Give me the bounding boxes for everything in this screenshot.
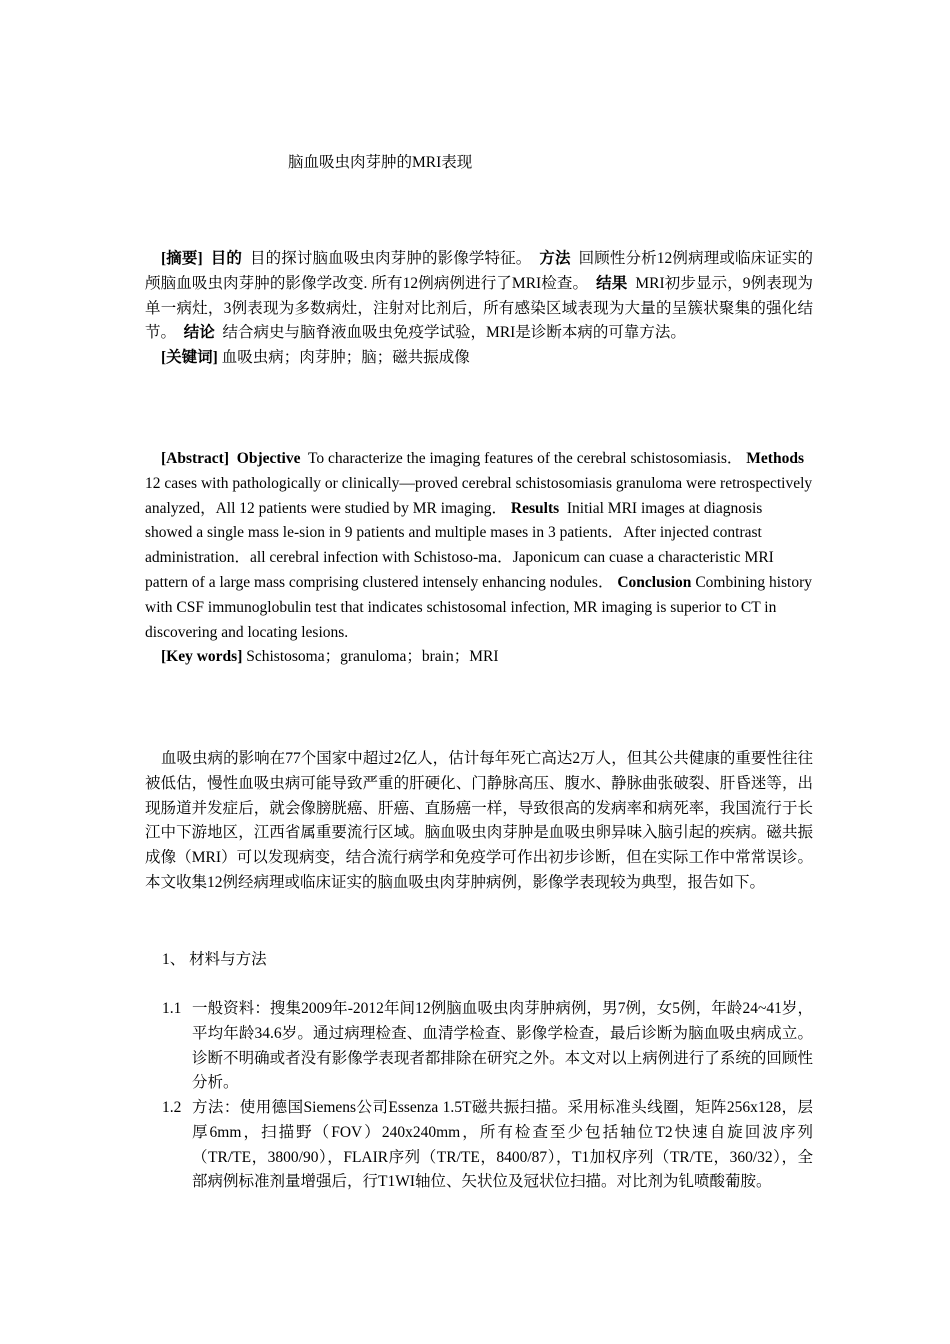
en-objective-text: To characterize the imaging features of the cerebral schistosomiasis． xyxy=(307,450,743,467)
en-objective-label: Objective xyxy=(236,450,301,467)
en-abstract-label: [Abstract] xyxy=(161,450,230,467)
cn-conclusion-text: 结合病史与脑脊液血吸虫免疫学试验，MRI是诊断本病的可靠方法。 xyxy=(222,324,686,342)
cn-methods-text: 回顾性分析12例病理或临床证实的颅脑血吸虫肉芽肿的影像学改变. 所有12例病例进行了MRI检查。 xyxy=(145,250,813,292)
page-title: 脑血吸虫肉芽肿的MRI表现 xyxy=(288,154,473,171)
cn-conclusion-label: 结论 xyxy=(183,324,215,342)
list-item xyxy=(162,1096,813,1195)
cn-keywords-text: 血吸虫病；肉芽肿；脑；磁共振成像 xyxy=(221,349,470,367)
english-abstract xyxy=(145,447,813,670)
cn-results-text: MRI初步显示，9例表现为单一病灶，3例表现为多数病灶，注射对比剂后，所有感染区域表现为大量的呈簇状聚集的强化结节。 xyxy=(145,274,814,342)
en-results-text: Initial MRI images at diagnosis showed a single mass le-sion in 9 patients and multiple mases in 3 patients．After injected contrast administration．all cerebral infection with Schistoso-ma．Japonicum can cuase a characteristic MRI pattern of a large mass comprising clustered intensely enhancing nodules． xyxy=(145,499,774,591)
cn-keywords xyxy=(145,346,813,371)
item-number: 1.2 xyxy=(162,1099,182,1116)
en-keywords-text: Schistosoma；granuloma；brain；MRI xyxy=(246,648,499,666)
cn-methods-label: 方法 xyxy=(539,250,571,267)
en-methods-text: 12 cases with pathologically or clinically—proved cerebral schistosomiasis granuloma were retrospectively analyzed，All 12 patients were studied by MR imaging． xyxy=(145,474,813,517)
intro-paragraph: 血吸虫病的影响在77个国家中超过2亿人，估计每年死亡高达2万人，但其公共健康的重要性往往被低估，慢性血吸虫病可能导致严重的肝硬化、门静脉高压、腹水、静脉曲张破裂、肝昏迷等，出现肠道并发症后，就会像膀胱癌、肝癌、直肠癌一样，导致很高的发病率和病死率，我国流行于长江中下游地区，江西省属重要流行区域。脑血吸虫肉芽肿是血吸虫卵异味入脑引起的疾病。磁共振成像（MRI）可以发现病变，结合流行病学和免疫学可作出初步诊断，但在实际工作中常常误诊。本文收集12例经病理或临床证实的脑血吸虫肉芽肿病例，影像学表现较为典型，报告如下。 xyxy=(145,750,813,891)
chinese-abstract xyxy=(145,247,813,371)
cn-objective-label: 目的 xyxy=(210,250,242,267)
cn-results-label: 结果 xyxy=(596,274,628,292)
cn-objective-text: 目的探讨脑血吸虫肉芽肿的影像学特征。 xyxy=(250,250,532,267)
list-item xyxy=(162,997,813,1096)
item-text: 方法：使用德国Siemens公司Essenza 1.5T磁共振扫描。采用标准头线圈，矩阵256x128，层厚6mm，扫描野（FOV）240x240mm，所有检查至少包括轴位T2快速自旋回波序列（TR/TE，3800/90），FLAIR序列（TR/TE，8400/87），T1加权序列（TR/TE，360/32），全部病例标准剂量增强后，行T1WI轴位、矢状位及冠状位扫描。对比剂为钆喷酸葡胺。 xyxy=(192,1099,813,1191)
cn-abstract-label: [摘要] xyxy=(161,250,203,267)
en-conclusion-text: Combining history with CSF immunoglobulin test that indicates schistosomal infection, MR imaging is superior to CT in discovering and locating lesions. xyxy=(145,573,813,641)
en-conclusion-label: Conclusion xyxy=(617,573,692,591)
item-text: 一般资料：搜集2009年-2012年间12例脑血吸虫肉芽肿病例，男7例，女5例，年龄24~41岁，平均年龄34.6岁。通过病理检查、血清学检查、影像学检查，最后诊断为脑血吸虫病成立。诊断不明确或者没有影像学表现者都排除在研究之外。本文对以上病例进行了系统的回顾性分析。 xyxy=(192,1000,813,1092)
en-methods-label: Methods xyxy=(746,450,804,467)
en-keywords xyxy=(145,645,813,670)
en-keywords-label: [Key words] xyxy=(161,648,243,666)
item-number: 1.1 xyxy=(162,1000,182,1017)
en-abstract-paragraph xyxy=(145,447,813,645)
cn-keywords-label: [关键词] xyxy=(161,349,218,367)
section-heading-materials-methods: 1、 材料与方法 xyxy=(162,951,267,968)
en-results-label: Results xyxy=(510,499,560,517)
cn-abstract-paragraph xyxy=(145,247,813,346)
